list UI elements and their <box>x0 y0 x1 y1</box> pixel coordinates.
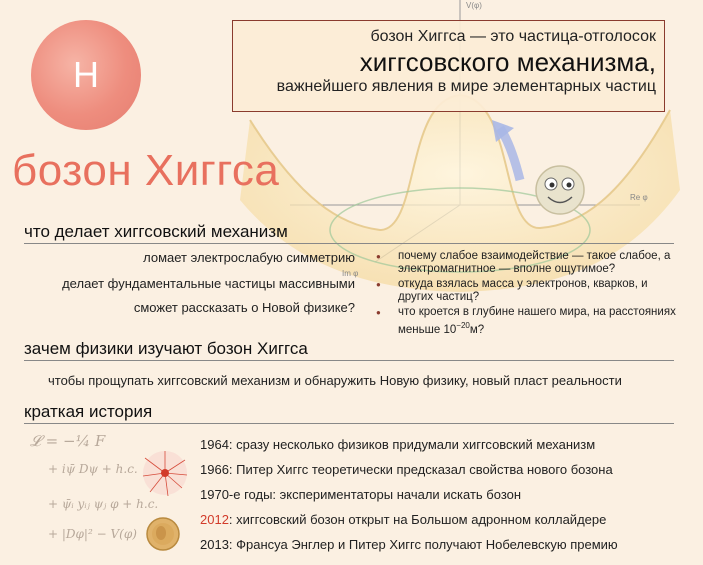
history-item <box>200 487 521 502</box>
history-item <box>200 537 618 552</box>
question-item <box>376 250 676 276</box>
role-item: ломает электрослабую симметрию <box>143 250 355 265</box>
history-year: 1964 <box>200 437 229 452</box>
history-year: 1970-е годы <box>200 487 273 502</box>
question-text: что кроется в глубине нашего мира, на расстояниях меньше 10 <box>398 306 676 336</box>
history-text: : Франсуа Энглер и Питер Хиггс получают Нобелевскую премию <box>228 537 618 552</box>
section-heading-what: что делает хиггсовский механизм <box>24 222 288 241</box>
section-heading-why: зачем физики изучают бозон Хиггса <box>24 339 308 358</box>
v-axis-label: V(φ) <box>466 1 482 10</box>
history-year: 2012 <box>200 512 229 527</box>
history-year: 1966 <box>200 462 229 477</box>
question-text: откуда взялась масса у электронов, кварков, и других частиц? <box>398 278 648 303</box>
page-title: бозон Хиггса <box>12 146 280 195</box>
section-heading-history: краткая история <box>24 402 153 421</box>
question-item <box>376 306 676 337</box>
role-item: сможет рассказать о Новой физике? <box>133 300 355 315</box>
why-text: чтобы прощупать хиггсовский механизм и обнаружить Новую физику, новый пласт реальности <box>48 373 622 388</box>
section-divider <box>24 360 674 361</box>
im-axis-label: Im φ <box>342 269 359 278</box>
section-divider <box>24 243 674 244</box>
history-item <box>200 512 606 527</box>
equation-line: 𝓛 = −¼ F <box>30 432 106 450</box>
intro-box <box>232 20 665 112</box>
question-tail: м? <box>469 323 485 336</box>
section-divider <box>24 423 674 424</box>
history-item <box>200 437 595 452</box>
history-year: 2013 <box>200 537 229 552</box>
history-item <box>200 462 613 477</box>
equation-line: + |Dφ|² − V(φ) <box>48 527 137 541</box>
equation-line: + iψ̄ Dψ + h.c. <box>48 462 138 476</box>
collision-event-icon <box>140 448 190 498</box>
history-text: : экспериментаторы начали искать бозон <box>272 487 522 502</box>
question-item <box>376 278 676 304</box>
role-item: делает фундаментальные частицы массивными <box>62 276 355 291</box>
intro-line-1: бозон Хиггса — это частица-отголосок <box>370 28 656 45</box>
history-text: : хиггсовский бозон открыт на Большом адронном коллайдере <box>228 512 607 527</box>
question-text: почему слабое взаимодействие — такое слабое, а электромагнитное — вполне ощутимое? <box>398 250 671 275</box>
questions-list <box>376 250 676 339</box>
intro-line-2: хиггсовского механизма, <box>359 47 656 77</box>
nobel-medal-icon <box>145 516 181 552</box>
smiley-ball-icon <box>536 166 584 214</box>
history-text: : Питер Хиггс теоретически предсказал свойства нового бозона <box>228 462 613 477</box>
re-axis-label: Re φ <box>630 193 648 202</box>
higgs-badge <box>31 20 141 130</box>
badge-letter: H <box>73 54 99 95</box>
equation-line: + ψ̄ᵢ yᵢⱼ ψⱼ φ + h.c. <box>48 497 159 511</box>
intro-line-3: важнейшего явления в мире элементарных частиц <box>276 78 656 95</box>
question-exponent: −20 <box>456 321 470 330</box>
history-text: : сразу несколько физиков придумали хиггсовский механизм <box>228 437 596 452</box>
